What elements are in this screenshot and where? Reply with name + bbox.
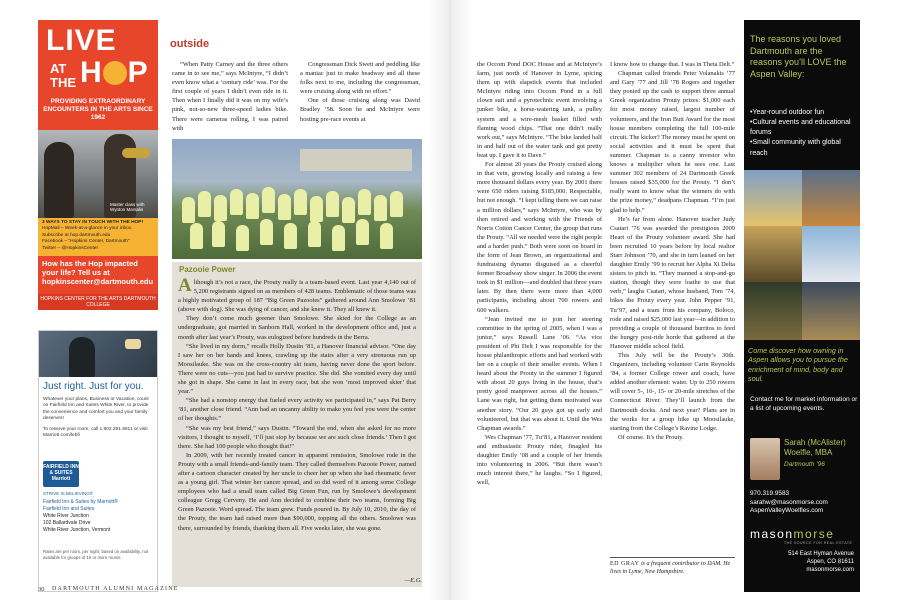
fairfield-reserve[interactable]: To reserve your room, call 1.802.291.9911 or visit Marriott.com/lebfi <box>43 426 148 439</box>
photo-banner <box>300 149 412 171</box>
photo-person <box>260 219 273 245</box>
masonmorse-logo <box>750 528 834 540</box>
agent-class: Dartmouth ’96 <box>784 461 825 468</box>
article-paragraph: “When Patty Carney and the three others came in to see me,” says McIntyre, “I didn’t even know what a ‘century ride’ was. For the first couple of years I didn’t even ride in it. Then when I finally did it was on my wife’s pink, not-so-new three-speed ladies bike. There were cameras rolling, I was paired with <box>172 61 288 132</box>
lamp-icon <box>125 339 141 349</box>
address-line: White River Junction <box>43 513 89 519</box>
address-line: 102 Ballardvale Drive <box>43 520 91 526</box>
sidebar-paragraph: In 2009, with her recently treated cancer in apparent remission, Smolowe rode in the Prouty with a small friends-and-family team. They called themselves Pazooie Power, named after a cartoon character created by her uncle to cheer her up when she had rheumatic fever as a young girl. That winter her cancer spread, and so did word of it among some College employees who had a small team called Big Green Fun, run by Smolowe’s development colleague Gregg Cerveny. He and Ann decided to combine their two teams, forming Big Green Pazooie. Word spread. The team grew. Funds poured in. By July 10, 2010, the day of the Prouty, the team had raised more than $90,000, topping all the others. Smolowe was there, surrounded by friends, thanking them all. Five weeks later, she was gone. <box>178 451 416 532</box>
agent-name-text: Sarah (McAlister) Woelfle, MBA <box>784 438 846 457</box>
aspen-photo <box>744 226 802 282</box>
photo-person <box>278 194 291 220</box>
hop-stay-line[interactable]: Facebook – "Hopkins Center, Dartmouth" <box>42 239 130 245</box>
hop-question[interactable]: How has the Hop impacted your life? Tell us at hopkinscenter@dartmouth.edu <box>42 259 154 286</box>
article-paragraph: For almost 20 years the Prouty cruised along in that vein, growing locally and raising a few more thousand dollars every year. By 2001 there were 650 riders raising $185,000. Respectable, but not enough. “I kept telling them we can raise a million dollars,” says McIntyre, who was by then retired and working with the Friends of Norris Cotton Cancer Center, the group that runs the Prouty. “All we needed were the right people and a harder push.” Both were soon on board in the form of Jean Brown, an organizational and fundraising dynamo disguised as a cheerful former Broadway show singer. In 2006 the event took in $1 million—and doubled that three years later. By then there were more than 4,000 participants, including about 700 rowers and 600 walkers. <box>477 161 602 314</box>
photo-person <box>342 197 355 223</box>
fairfield-address <box>43 499 155 534</box>
sidebar-signature: —E.G. <box>404 577 422 584</box>
agent-name <box>784 438 858 469</box>
hop-live: LIVE <box>46 24 117 57</box>
address-line: 514 East Hyman Avenue <box>788 551 854 557</box>
aspen-site-link[interactable]: masonmorse.com <box>806 567 854 574</box>
photo-person <box>358 189 371 215</box>
sidebar-paragraph-text: lthough it’s not a race, the Prouty really is a team-based event. Last year 4,140 out of 5,200 registrants signed on as members of 428 teams. Emblematic of those teams was a highly motivated group of 187 “Big Green Pazooies” gathered around Ann Smolowe ’81 (above with dog). She was dying of cancer, and she knew it. They all knew it. <box>178 279 416 314</box>
article-paragraph: One of those cruising along was David Bradley ’58. Soon he and McIntyre were hosting pre-race events at <box>300 97 420 123</box>
aspen-photo <box>744 170 802 226</box>
photo-person <box>332 225 345 251</box>
hop-stay-heading: 3 WAYS TO STAY IN TOUCH WITH THE HOP! <box>42 220 144 225</box>
sidebar-text <box>178 275 416 533</box>
photo-person <box>214 195 227 221</box>
aspen-bullet: • Cultural events and educational forums <box>750 118 858 138</box>
photo-person <box>294 189 307 215</box>
magazine-name: DARTMOUTH ALUMNI MAGAZINE <box>52 586 179 592</box>
hop-the: THE <box>50 74 76 90</box>
bio-divider <box>610 557 735 558</box>
sidebar-title: Pazooie Power <box>179 265 236 274</box>
page-gutter <box>428 0 472 600</box>
aspen-website[interactable]: AspenValleyWoelfles.com <box>750 507 824 515</box>
hop-ad[interactable] <box>38 20 158 310</box>
sidebar-paragraph: “She lived in my dorm,” recalls Holly Dustin ’81, a Hanover financial advisor. “One day I saw her on her hands and knees, crawling up the stairs after a very strenuous run up Moosilauke. She was on the cross-country ski team, having never done the sport before. There were no cuts—you just had to survive practice. She did. She vomited every day until she got in shape. She came in last in every race, but she won ‘most improved skier’ that year.” <box>178 342 416 396</box>
photo-person <box>310 196 323 222</box>
photo-person <box>284 223 297 249</box>
photo-person <box>190 223 203 249</box>
page-number: 30 <box>38 586 45 593</box>
article-paragraph: He’s far from alone. Hanover teacher Judy Csatari ’76 was awarded the prestigious 2009 Heart of the Prouty volunteer award. She had been recruited 10 years before by local realtor Starr Johnson ’70, and she in turn leaned on her daughter Emily ’99 to recruit her Alpha Xi Delta sisters to pitch in. “They manned a stop-and-go station, though they were loathe to use that verb,” laughs Csatari, whose husband, Tom ’74, bikes the Prouty every year. John Pepper ’91, Tu’97, and a team from his company, Boloco, rode and raised $25,000 last year—in addition to providing a couple of thousand burritos to feed the hungry post-ride horde that gathered at the Hanover middle school field. <box>610 215 735 350</box>
photo-person <box>236 225 249 251</box>
aspen-email[interactable]: sarahw@masonmorse.com <box>750 498 828 506</box>
aspen-photo <box>802 226 860 282</box>
brand-part: morse <box>793 527 835 541</box>
address-line: Fairfield Inn & Suites by Marriott® <box>43 499 118 505</box>
article-paragraph: I know how to change that. I was in Theta Delt.” <box>610 61 735 68</box>
hop-at-the <box>50 62 76 89</box>
photo-person <box>246 193 259 219</box>
article-column <box>300 60 420 124</box>
agent-portrait <box>750 438 780 480</box>
aspen-photo <box>744 282 802 340</box>
article-paragraph: Wes Chapman ’77, Tu’81, a Hanover resident and enthusiastic Prouty rider, finagled his daughter Emily ’08 and a couple of her friends into volunteering in 2006. “But there wasn’t much interest there,” he laughs. “So I figured, well, <box>477 433 602 487</box>
aspen-discover: Come discover how owning in Aspen allows you to pursue the enrichment of mind, body and soul. <box>748 346 848 384</box>
brand-part: mason <box>750 527 794 541</box>
aspen-phone[interactable]: 970.319.9583 <box>750 490 790 497</box>
author-bio-text: is a frequent contributor to DAM. He lives in Lyme, New Hampshire. <box>610 561 731 576</box>
article-paragraph: Chapman called friends Peter Volanakis ’77 and Gary ’77 and Jill ’78 Rogers and together they ponied up the cash to support three annual Greek organization Prouty prizes: $1,000 each for most money raised, largest number of volunteers, and the Iron Butt Award for the most house members completing the full 100-mile circuit. The kicker? The money must be spent on social activities and it must be spent that summer. Chapman is a canny investor who knows a multiplier when he sees one. Last summer 302 members of 24 Dartmouth Greek houses raised $35,000 for the Prouty. “I don’t really want to know what the winners do with the prize money,” deadpans Chapman. “I’m just glad to help.” <box>610 70 735 214</box>
photo-person <box>326 191 339 217</box>
brand-subtitle: THE SOURCE FOR REAL ESTATE <box>784 541 853 545</box>
aspen-ad[interactable] <box>744 20 860 592</box>
aspen-contact: Contact me for market information or a list of upcoming events. <box>750 396 858 412</box>
hop-photo-caption: Master class with Wynton Marsalis <box>110 202 145 213</box>
fairfield-body <box>43 397 155 440</box>
fairfield-ad[interactable] <box>38 330 158 592</box>
hop-tagline: PROVIDING EXTRAORDINARY ENCOUNTERS IN THE ARTS SINCE 1962 <box>43 98 153 122</box>
sidebar-paragraph: They don’t come much greener than Smolowe. She skied for the College as an undergraduate, got married in Sanborn Hall, worked in the development office and, just a month after last year’s Prouty, was eulogized before hundreds in the Berra. <box>178 315 416 341</box>
address-line: Aspen, CO 81611 <box>806 559 854 566</box>
article-paragraph: “Jean invited me to join her steering committee in the spring of 2005, when I was a junior,” says Russell Lane ’06. “As vice president of Phi Delt I was responsible for the house philanthropic efforts and had worked with her on a couple of their smaller events. When I heard about the Prouty in the summer I figured with about 20 guys living in the house, that’s pretty good manpower across all the houses.” Lane was right, but getting them motivated was another story. “Our 20 guys got up early and volunteered, but that was about it. Until the Wes Chapman awards.” <box>477 315 602 432</box>
hop-stay-line[interactable]: Twitter – @HopkinsCenter <box>42 245 99 251</box>
photo-person <box>390 191 403 217</box>
photo-person <box>308 221 321 247</box>
team-photo <box>172 139 422 259</box>
article-paragraph: This July will be the Prouty’s 30th. Organizers, including volunteer Carin Reynolds ’84, a former College rower and coach, have added another element: water. Up to 250 rowers will cover 5-, 10-, 15- or 20-mile stretches of the Connecticut River. They’ll launch from the Dartmouth docks. And next year? Plans are in the works for a group hike up Moosilauke, starting from the College’s Ravine Lodge. <box>610 352 735 432</box>
hop-photo <box>38 130 158 218</box>
photo-person <box>356 219 369 245</box>
photo-person <box>230 189 243 215</box>
address-line: White River Junction, Vermont <box>43 527 111 533</box>
article-column <box>610 60 735 442</box>
aspen-contact-info <box>750 490 860 516</box>
fairfield-fine-print: Rates are per room, per night, based on availability, not available for groups of 10 or more rooms. <box>43 549 149 560</box>
hop-logo <box>80 58 148 88</box>
photo-person <box>262 187 275 213</box>
hop-photo-person <box>44 142 74 218</box>
aspen-bullet: • Small community with global reach <box>750 138 858 158</box>
author-name: ED GRAY <box>610 561 640 567</box>
aspen-bullets <box>750 108 858 159</box>
article-column <box>477 60 602 487</box>
article-column <box>172 60 288 133</box>
fairfield-body-text: Whatever your plans, Business or Vacation, count on Fairfield Inn and Suites White River, to provide the convenience and comfort you and your family deserves! <box>43 397 149 422</box>
hop-p: P <box>127 56 148 89</box>
aspen-bullet: • Year-round outdoor fun <box>750 108 858 118</box>
photo-person <box>374 195 387 221</box>
photo-person <box>212 221 225 247</box>
sidebar-paragraph <box>178 275 416 314</box>
sidebar-paragraph: “She was my best friend,” says Dustin. “Toward the end, when she asked for no more visitors, I thought to myself, ‘I’ll just stop by because we are such close friends.’ Then I got there. She had 100 people who thought that!” <box>178 424 416 450</box>
photo-person <box>182 197 195 223</box>
fairfield-strive: STRIVE IS BELIEVING® <box>43 491 94 496</box>
fairfield-photo <box>39 331 158 377</box>
hop-stay-line[interactable]: HopMail – Week-at-a-glance in your inbox. Subscribe at hop.dartmouth.edu <box>42 226 133 238</box>
trumpet-icon <box>122 148 150 158</box>
photo-person <box>380 223 393 249</box>
hop-at: AT <box>50 61 67 76</box>
aspen-address <box>744 550 854 574</box>
aspen-headline: The reasons you loved Dartmouth are the reasons you’ll LOVE the Aspen Valley: <box>750 34 847 80</box>
hop-footer: HOPKINS CENTER FOR THE ARTS DARTMOUTH COLLEGE <box>38 294 158 310</box>
article-paragraph: Of course. It’s the Prouty. <box>618 433 684 441</box>
article-paragraph: the Occom Pond DOC House and at McIntyre’s farm, just north of Hanover in Lyme, spicing them up with slapstick events that included McIntyre riding into Occom Pond in a full clown suit and a pyrotechnic event involving a junker bike, a horse-watering tank, a pulley system and a wire-mesh basket filled with flaming wood chips. “That one didn’t really work out,” says McIntyre. “The bike landed half in and half out of the water tank and got pretty beat up. I gave it to Dave.” <box>477 61 602 159</box>
aspen-photo-collage <box>744 170 860 340</box>
address-line: Fairfield Inn and Suites <box>43 506 95 512</box>
section-header: outside <box>170 38 210 50</box>
hop-h: H <box>80 56 102 89</box>
fairfield-headline: Just right. Just for you. <box>43 381 144 392</box>
fairfield-photo-person <box>69 337 95 377</box>
aspen-photo <box>802 170 860 226</box>
hop-stay-in-touch <box>38 218 158 256</box>
fairfield-logo: FAIRFIELD INN & SUITES Marriott <box>43 461 79 487</box>
aspen-photo <box>802 282 860 340</box>
article-paragraph: Congressman Dick Swett and peddling like a maniac just to make headway and all these folks next to me, including the congressman, were cruising along with no effort.” <box>300 61 420 96</box>
hop-o-ring-icon <box>103 61 127 85</box>
author-bio <box>610 560 735 577</box>
photo-person <box>198 191 211 217</box>
drop-cap: A <box>178 275 192 296</box>
sidebar-paragraph: “She had a nonstop energy that fueled every activity we participated in,” says Pat Berry ’81, another close friend. “Ann had an uncanny ability to make you feel you were the center of her thoughts.” <box>178 397 416 423</box>
